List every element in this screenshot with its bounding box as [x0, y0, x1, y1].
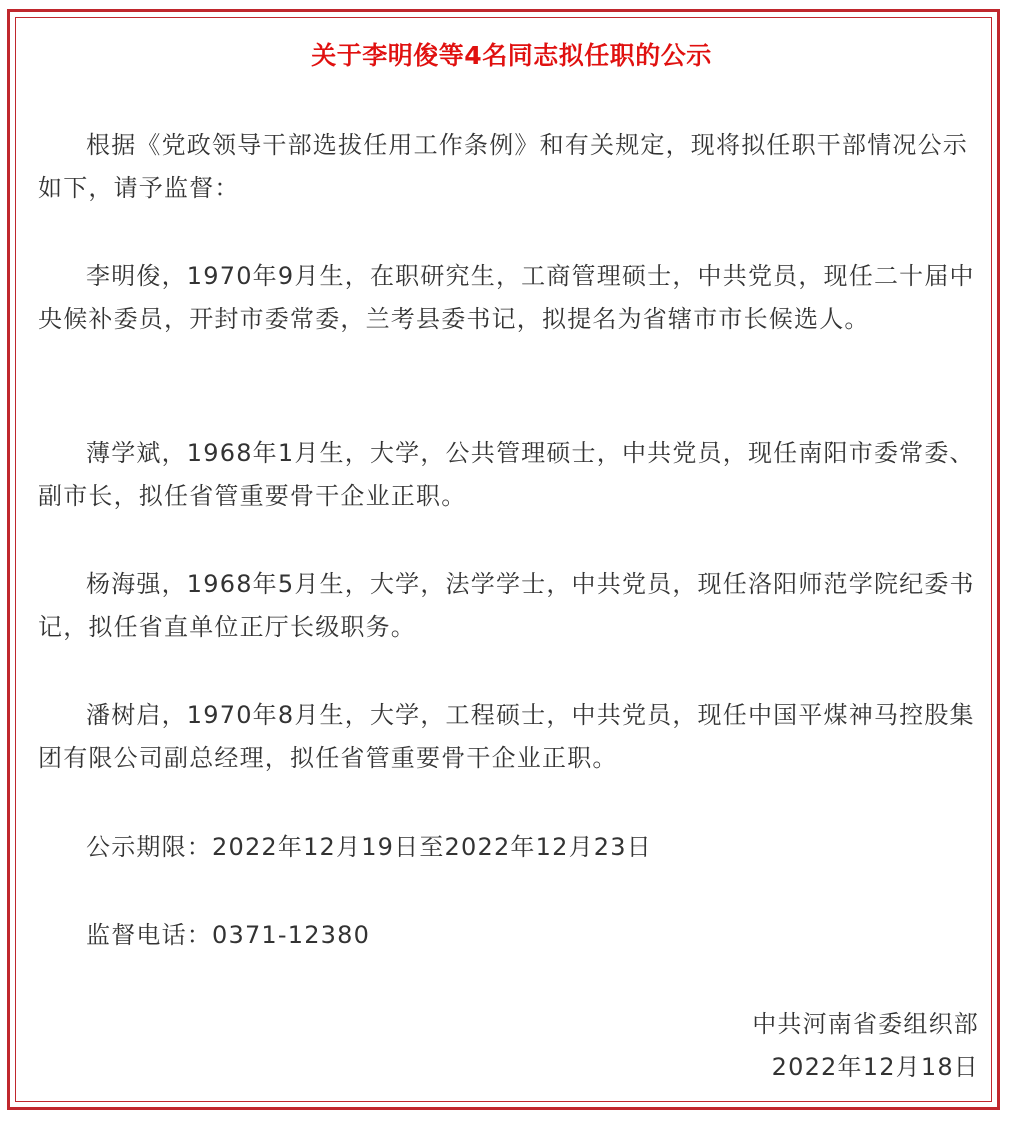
publicity-period: 公示期限：2022年12月19日至2022年12月23日 — [86, 833, 652, 861]
intro-paragraph: 根据《党政领导干部选拔任用工作条例》和有关规定，现将拟任职干部情况公示如下，请予监督： — [38, 131, 968, 202]
notice-title: 关于李明俊等4名同志拟任职的公示 — [311, 41, 712, 70]
supervision-phone: 监督电话：0371-12380 — [86, 921, 371, 949]
candidate-paragraph-3: 杨海强，1968年5月生，大学，法学学士，中共党员，现任洛阳师范学院纪委书记，拟任省直单位正厅长级职务。 — [38, 570, 975, 641]
candidate-paragraph-4: 潘树启，1970年8月生，大学，工程硕士，中共党员，现任中国平煤神马控股集团有限公司副总经理，拟任省管重要骨干企业正职。 — [38, 701, 975, 772]
candidate-paragraph-2: 薄学斌，1968年1月生，大学，公共管理硕士，中共党员，现任南阳市委常委、副市长，拟任省管重要骨干企业正职。 — [38, 439, 975, 510]
signature-org: 中共河南省委组织部 — [752, 1010, 979, 1038]
signature-date: 2022年12月18日 — [771, 1053, 979, 1081]
candidate-paragraph-1: 李明俊，1970年9月生，在职研究生，工商管理硕士，中共党员，现任二十届中央候补委员，开封市委常委，兰考县委书记，拟提名为省辖市市长候选人。 — [38, 262, 975, 333]
